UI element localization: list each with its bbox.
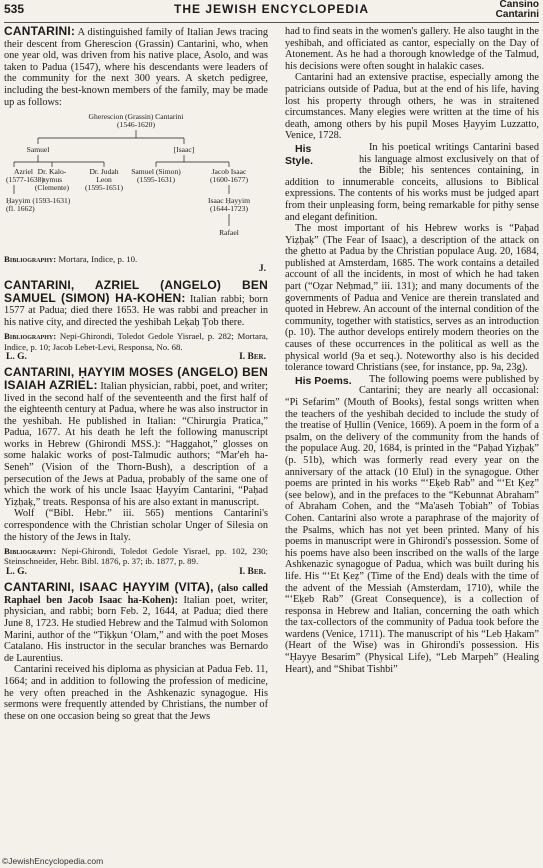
tree-jacob-isaac: Jacob Isaac	[211, 167, 247, 177]
entry-azriel-title: CANTARINI, AZRIEL (ANGELO) BEN SAMUEL (SIMON) HA-KOHEN:	[4, 277, 268, 305]
entry-isaac-para2: Cantarini received his diploma as physician at Padua Feb. 11, 1664; and in addition to following the profession of medicine, he very often preached in the Ashkenazic synagogue. His sermons were frequently attended by Christians, the number of these on one occasion being so great that the Jews	[4, 664, 268, 722]
entry-isaac-style: His Style. In his poetical writings Cantarini based his language almost exclusively on that of the Bible; his sentences containing, in addition to innumerable conceits, allusions to Biblical expressions. The contents of his works must be judged apart from their unpleasing form, being remarkable for pithy sense and elegant definition.	[285, 141, 539, 223]
copyright-footer: ©JewishEncyclopedia.com	[2, 856, 104, 866]
entry-isaac-continued: had to find seats in the women's gallery. He also taught in the yeshibah, and officiated as cantor, especially on the Day of Atonement. As he had a thorough knowledge of the Talmud, his decisions were often sought in halakic cases.	[285, 26, 539, 72]
entry-isaac-hayyim	[4, 582, 268, 722]
tree-kalonymus: Dr. Kalo-	[37, 167, 67, 177]
left-column	[4, 26, 268, 722]
side-heading-his-style: His Style.	[285, 142, 314, 167]
tree-azriel: Azriel	[14, 167, 33, 177]
entry-hayyim-para2: Wolf (“Bibl. Hebr.” iii. 565) mentions Cantarini's correspondence with the Christian scholar Unger of Silesia on the history of the Jews in Italy.	[4, 508, 268, 543]
tree-isaac: [Isaac]	[173, 145, 195, 155]
entry-hayyim-signature: L. G. I. Ber.	[6, 566, 266, 577]
journal-title: THE JEWISH ENCYCLOPEDIA	[173, 2, 370, 16]
tree-hayyim-fl: (fl. 1662)	[6, 204, 35, 214]
entry-azriel-bibliography: Bibliography: Nepi-Ghirondi, Toledot Gedole Yisrael, p. 282; Mortara, Indice, p. 10; Jacob Lebet-Levi, Responsa, No. 68.	[4, 331, 268, 352]
entry-azriel-body: CANTARINI, AZRIEL (ANGELO) BEN SAMUEL (SIMON) HA-KOHEN: Italian rabbi; born 1577 at Padua; died there 1653. He was rabbi and preacher in his native city, and directed the yeshibah Leḳaḥ Ṭob there.	[4, 277, 269, 328]
tree-root-dates: (1546-1620)	[117, 120, 155, 130]
running-head-last: Cantarini	[495, 9, 539, 20]
tree-samuel-simon: Samuel (Simon)	[131, 167, 181, 177]
tree-samuel-simon-dates: (1595-1631)	[137, 175, 175, 185]
entry-hayyim-body: CANTARINI, ḤAYYIM MOSES (ANGELO) BEN ISAIAH AZRIEL: Italian physician, rabbi, poet, and writer; lived in the second half of the seventeenth and the first half of the eighteenth century at Padua, where he was also instructor in the yeshibah. He published in Italian: “Chirurgia Pratica,” Padua, 1677. At his death he left the following manuscript works in Hebrew (Ghirondi MSS.): “Haggahot,” glosses on some halakic works of post-Talmudic authors; “Mar'eh ha-Seneh” (Vision of the Thorn-Bush), a description of a persecution of the Jews at Padua, probably of the same one of which the work of his uncle Isaac Ḥayyim Cantarini, “Paḥad Yiẓḥaḳ,” treats. Responsa of his are also extant in manuscript.	[4, 365, 269, 508]
header-rule	[4, 22, 539, 23]
tree-judah: Dr. Judah	[89, 167, 119, 177]
entry-cantarini-body: CANTARINI: A distinguished family of Italian Jews tracing their descent from Gherescion (Grassin) Cantarini, who, when one year old, was driven from his native place, Asolo, and was taken to Padua (1547), where his descendants were leaders of the community for the next 300 years. A sketch pedigree, including the best-known members of the family, may be made up as follows:	[4, 24, 268, 108]
entry-cantarini-bibliography: Bibliography: Mortara, Indice, p. 10.	[4, 254, 138, 265]
tree-isaac-hayyim: Isaac Ḥayyim	[208, 196, 250, 206]
page-number: 535	[4, 2, 25, 16]
tree-kalonymus-3: (Clemente)	[34, 183, 70, 193]
entry-hayyim-title: CANTARINI, ḤAYYIM MOSES (ANGELO) BEN ISAIAH AZRIEL:	[4, 365, 268, 392]
running-head-first: Cansino	[499, 0, 539, 10]
entry-hayyim-moses	[4, 367, 268, 578]
right-column	[285, 26, 539, 675]
entry-isaac-pahad: The most important of his Hebrew works is “Paḥad Yiẓḥaḳ” (The Fear of Isaac), a description of the attack on the ghetto at Padua by the Christian populace Aug. 20, 1684, published at Amsterdam, 1685. The work contains a detailed account of all the incidents, in most of which he had taken part (“Oẓar Neḥmad,” iii. 131); and many documents of the governments of Padua and Venice are therein translated and quoted in Hebrew. An account of the internal condition of the community, together with statistics, serves as an introduction (p. 10). The author develops entirely modern theories on the causes of these occurrences in the political as well as the physical world (9a et seq.). Noteworthy also is his decided tolerance toward Christians (see, for instance, pp. 9a, 23g).	[285, 223, 539, 374]
entry-isaac-poems: His Poems. The following poems were published by Cantarini; they are nearly all occasional: “Pi Sefarim” (Mouth of Books), festal songs written when the teachers of the yeshibah decided to include the study of the treatise of Ḥullin (Venice, 1669). A poem in the form of a psalm, on the delivery of the community from the hands of the populace Aug. 20, 1684, is printed in the “Paḥad Yiẓḥaḳ” (p. 51b), which was formerly read every year on the anniversary of the attack (10 Elul) in the synagogue. Other poems are printed in his works “‘Eḳeb Rab” and “‘Et Ḳeẓ” (see below), and in the prefaces to the “Kebunnat Abraham” of Abraham Cohen, and the “Ma'aseh Ṭobiah” of Tobias Cohen. Cantarini also wrote a paraphrase of the majority of the Psalms, which has not yet been printed. Many of his poems in manuscript were in Ghirondi's possession. Some of his poems have also been inscribed on the walls of the large Ashkenazic synagogue of Padua, which was built during his life. His “‘Et Ḳeẓ” (Time of the End) deals with the time of the advent of the Messiah (Amsterdam, 1710), while the “‘Eḳeb Rab” (Great Consequence), is a collection of responsa in Hebrew and Italian, concerning the oath which the tax-collectors of the community of Padua took before the wardens (Venice, 1711). The manuscript of his “Leb Ḥakam” (Heart of the Wise) was in Ghirondi's possession. His “Ḥayye Besarim” (Physical Life), “Leb Marpeh” (Healing Heart), and “Shibat Tishbi”	[285, 373, 539, 675]
tree-azriel-dates: (1577-1638)	[6, 175, 44, 185]
tree-rafael: Rafael	[219, 228, 239, 238]
tree-kalonymus-2: nymus	[41, 175, 63, 185]
tree-samuel: Samuel	[26, 145, 50, 155]
tree-isaac-hayyim-dates: (1644-1723)	[210, 204, 248, 214]
entry-isaac-alias: (also called Raphael ben Jacob Isaac ha-Kohen):	[4, 583, 268, 606]
entry-isaac-body: CANTARINI, ISAAC ḤAYYIM (VITA), (also called Raphael ben Jacob Isaac ha-Kohen): Italian poet, writer, physician, and rabbi; born Feb. 2, 1644, at Padua; died there June 8, 1723. He studied Hebrew and the Talmud with Solomon Marini, author of the “Tiḳḳun ‘Olam,” and with the poet Moses Catalano. His instructor in the secular branches was Bernardo de Laurentius.	[4, 580, 269, 664]
entry-azriel-signature: L. G. I. Ber.	[6, 351, 266, 362]
tree-hayyim: Ḥayyim (1593-1631)	[6, 196, 71, 206]
family-pedigree-tree	[4, 111, 268, 251]
running-head	[496, 0, 539, 20]
entry-isaac-title: CANTARINI, ISAAC ḤAYYIM (VITA),	[4, 580, 214, 595]
tree-judah-2: Leon	[96, 175, 112, 185]
entry-cantarini	[4, 26, 268, 276]
page-header	[0, 0, 543, 24]
tree-root-name: Gherescion (Grassin) Cantarini	[88, 112, 184, 122]
entry-azriel	[4, 277, 269, 363]
tree-jacob-isaac-dates: (1600-1677)	[210, 175, 248, 185]
side-heading-his-poems: His Poems.	[295, 374, 352, 387]
entry-hayyim-bibliography: Bibliography: Nepi-Ghirondi, Toledot Gedole Yisrael, pp. 102, 230; Steinschneider, Hebr. Bibl. 1876, p. 37; ib. 1877, p. 89.	[4, 546, 268, 567]
entry-cantarini-signature: J.	[258, 264, 266, 275]
tree-judah-dates: (1595-1651)	[85, 183, 123, 193]
entry-cantarini-title: CANTARINI:	[4, 24, 76, 38]
entry-isaac-para3: Cantarini had an extensive practise, especially among the patricians outside of Padua, but at the end of his life, having lost his property through others, he was in straitened circumstances. Many elegies were written at the time of his death, among others by his pupil Moses Ḥayyim Luzzatto, Venice, 1728.	[285, 72, 539, 142]
